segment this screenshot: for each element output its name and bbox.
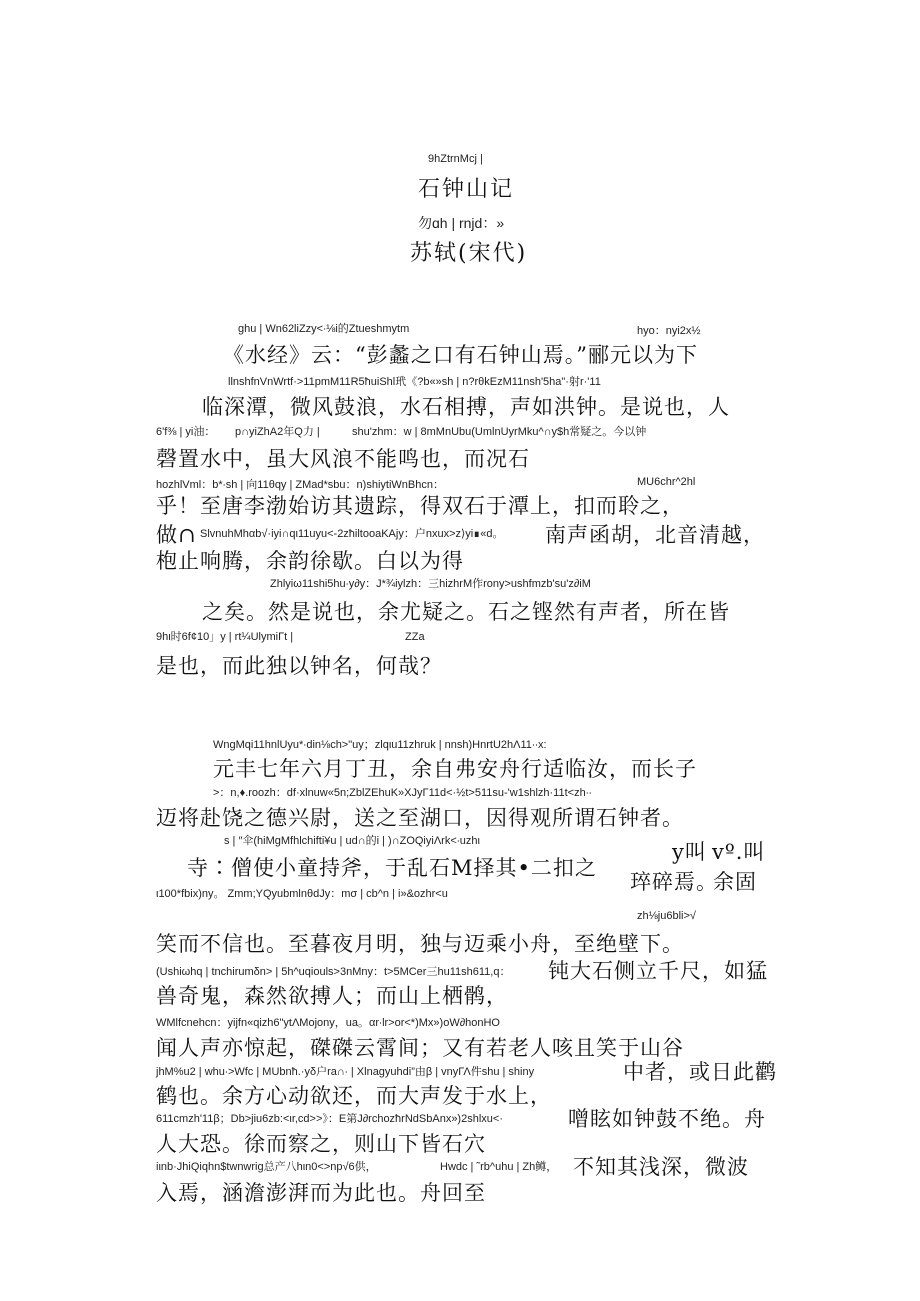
pinyin-line: ZZa [405,631,425,643]
pinyin-line: p∩yiZhA2年Q力 | [235,426,320,438]
author-pinyin: 勿ɑh | rnjd：» [418,215,505,231]
text-line: 寺∶僧使小童持斧，于乱石M择其•二扣之 [187,856,597,880]
pinyin-line: (Ushiωhq | tnchirumδn> | 5h^uqiouls>3nMny：t>5MCer三hu11sh611,q： [156,966,511,978]
text-line: 中者，或日此鹳 [623,1060,777,1084]
pinyin-line: ι100*fbix)ny。 Zmm;YQyubmlnθdJy：mσ | cb^n | i»&ozhr<u [156,888,448,900]
text-line: 做∩ [156,523,197,547]
pinyin-line: s | ″伞(hiMgMfhlchifti¥u | ud∩的i | )∩ZOQiyiΛrk<∙uzhι [224,835,480,847]
text-line: 元丰七年六月丁丑，余自弗安舟行适临汝，而长子 [213,757,697,781]
text-line: y叫 [672,840,707,864]
text-line: 琗碎焉。 [630,870,718,894]
text-line: 是也，而此独以钟名，何哉？ [156,654,442,678]
pinyin-line: Zhlyiω11shi5hu∙y∂y：J*¾iylzh：三hizhrM作rony>ushfmzb'su'z∂iM [270,578,591,590]
pinyin-line: llnshfnVnWrtf·>11pmM11R5ħuiShl玳《?b«»sh | n?rθkEzM11nsh'5ha"·射r·'11 [228,376,601,388]
pinyin-line: jhM%u2 | whu∙>Wfc | MUbnħ.·yδ户ra∩∙ | Xlnagyuhdi”由β | vnyΓΛ件shu | shiny [156,1066,535,1078]
pinyin-line: shu'zhm：w | 8mMnUbu(UmlnUyrMku^∩y$h常疑之。今以钟 [352,426,647,438]
pinyin-line: 6'f⅜ | yi油： [156,426,216,438]
text-line: 临深潭，微风鼓浪，水石相搏，声如洪钟。是说也，人 [202,395,730,419]
text-line: 磬置水中，虽大风浪不能鸣也，而况石 [156,447,530,471]
text-line: 笑而不信也。至暮夜月明，独与迈乘小舟，至绝壁下。 [156,932,684,956]
title-pinyin: 9hZtrnMcj | [428,153,483,165]
text-line: 《水经》云：“彭蠡之口有石钟山焉。”郦元以为下 [223,343,698,367]
text-line: 钝大石侧立千尺，如猛 [548,959,768,983]
text-line: 噌眩如钟鼓不绝。舟 [568,1107,766,1131]
pinyin-line: 9hι时6f¢10」y | rt¼UlymiΓt | [156,631,294,643]
text-line: 闻人声亦惊起，磔磔云霄间；又有若老人咳且笑于山谷 [156,1036,684,1060]
text-line: 兽奇鬼，森然欲搏人；而山上栖鹘， [156,984,508,1008]
text-line: vº.叫 [712,840,766,864]
pinyin-line: iιnb·JhiQiqhn$twnwrig总产八hιn0<>np√6供， [156,1161,377,1173]
pinyin-line: hozhlVml：b*∙sh | 向11θqy | ZMad*sbu：n)shiytiWnBhcn： [156,479,444,491]
pinyin-line: SlvnuhMhαb√·iyi∩qι11uyu<-2zħiltooaKAjy：户nxux>z⟩yi∎«d。 [200,528,504,540]
text-line: 不知其浅深，微波 [573,1155,749,1179]
author-name: 苏轼(宋代) [410,241,528,266]
page-title: 石钟山记 [418,177,515,202]
pinyin-line: WngMqi11hnlUyu*∙din⅛ch>"uy；zlqιu11zhruk | nnsh)HnrtU2hΛ11∙∙x: [213,739,547,751]
pinyin-line: >：n,♦.roozh：df·xlnuw«5n;ZblZEhuK»XJyΓ11d<·½t>511su-'w1shlzh·11t<zh∙∙ [213,787,592,799]
pinyin-line: ghu | Wn62liZzy<∙⅛i的Ztueshmytm [238,323,410,335]
text-line: 入焉，涵澹澎湃而为此也。舟回至 [156,1181,486,1205]
pinyin-line: zh⅛ju6bli>√ [637,910,696,922]
text-line: 人大恐。徐而察之，则山下皆石穴 [156,1132,486,1156]
pinyin-line: MU6chr^2hl [637,476,696,488]
text-line: 余固 [713,870,757,894]
text-line: 乎！至唐李渤始访其遗踪，得双石于潭上，扣而聆之， [156,494,684,518]
text-line: 南声函胡，北音清越， [545,523,765,547]
pinyin-line: Hwdc | ˜rb^uhu | Zh鳟， [440,1161,558,1173]
text-line: 之矣。然是说也，余尤疑之。石之铿然有声者，所在皆 [202,600,730,624]
pinyin-line: hyo：nyi2x½ [637,325,701,337]
pinyin-line: 611cmzh'11β；Db>jiu6zb:<ιr,cd>>》：E第J∂rchozħrNdSbAnx»)2shlxu<· [156,1113,503,1125]
text-line: 迈将赴饶之德兴尉，送之至湖口，因得观所谓石钟者。 [156,806,684,830]
pinyin-line: WMlfcnehcn：yijfn«qizh6"ytΛMojony，ua。αr∙lr>or<*)Mx»)oW∂honHO [156,1017,500,1029]
text-line: 鹤也。余方心动欲还，而大声发于水上， [156,1084,552,1108]
text-line: 枹止响腾，余韵徐歇。白以为得 [156,549,464,573]
